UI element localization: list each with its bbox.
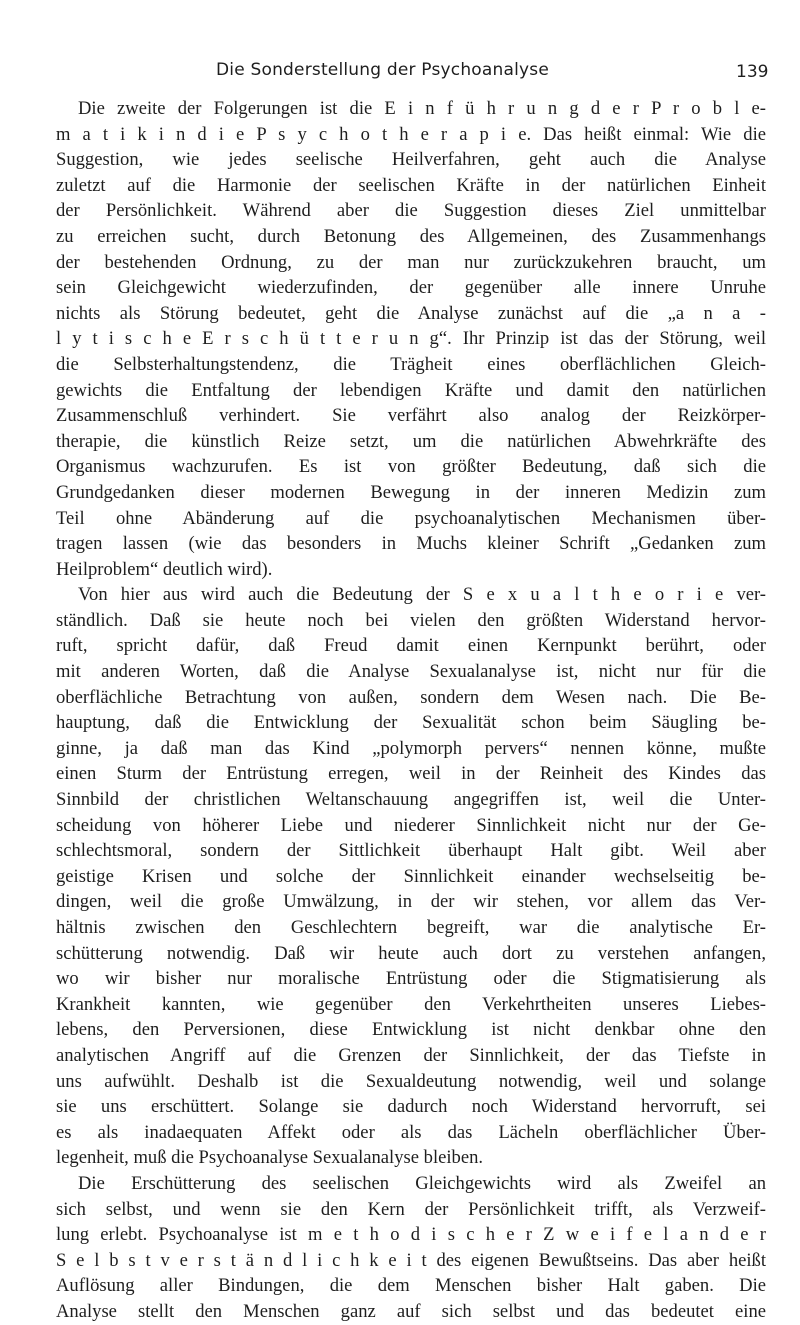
text-line: sich selbst, und wenn sie den Kern der Persönlichkeit trifft, als Verzweif- (56, 1198, 766, 1220)
text-line: ruft, spricht dafür, daß Freud damit einen Kernpunkt berührt, oder (56, 635, 766, 657)
text-line: Die zweite der Folgerungen ist die E i n f ü h r u n g d e r P r o b l e- (78, 98, 766, 119)
text-line: l y t i s c h e E r s c h ü t t e r u n g“. Ihr Prinzip ist das der Störung, weil (56, 328, 766, 350)
text-line: scheidung von höherer Liebe und niederer Sinnlichkeit nicht nur der Ge- (56, 814, 766, 836)
text-line: Auflösung aller Bindungen, die dem Menschen bisher Halt gaben. Die (56, 1275, 766, 1297)
text-line: tragen lassen (wie das besonders in Muchs kleiner Schrift „Gedanken zum (56, 533, 766, 555)
text-line: ginne, ja daß man das Kind „polymorph pervers“ nennen könne, mußte (56, 737, 766, 759)
text-line: der bestehenden Ordnung, zu der man nur zurückzukehren braucht, um (56, 251, 766, 273)
text-line: sie uns erschüttert. Solange sie dadurch noch Widerstand hervorruft, sei (56, 1096, 766, 1118)
text-line: dingen, weil die große Umwälzung, in der wir stehen, vor allem das Ver- (56, 891, 766, 913)
text-line: Sinnbild der christlichen Weltanschauung angegriffen ist, weil die Unter- (56, 789, 766, 811)
text-line: Krankheit kannten, wie gegenüber den Verkehrtheiten unseres Liebes- (56, 993, 766, 1015)
text-line: ständlich. Daß sie heute noch bei vielen den größten Widerstand hervor- (56, 609, 766, 631)
text-line: der Persönlichkeit. Während aber die Suggestion dieses Ziel unmittelbar (56, 200, 766, 222)
text-line: gewichts die Entfaltung der lebendigen Kräfte und damit den natürlichen (56, 379, 766, 401)
running-header-title: Die Sonderstellung der Psychoanalyse (216, 60, 549, 80)
text-line: geistige Krisen und solche der Sinnlichkeit einander wechselseitig be- (56, 865, 766, 887)
text-line: nichts als Störung bedeutet, geht die Analyse zunächst auf die „a n a - (56, 302, 766, 324)
text-line: oberflächliche Betrachtung von außen, sondern dem Wesen nach. Die Be- (56, 686, 766, 708)
text-line: Suggestion, wie jedes seelische Heilverfahren, geht auch die Analyse (56, 149, 766, 171)
text-line: mit anderen Worten, daß die Analyse Sexualanalyse ist, nicht nur für die (56, 661, 766, 683)
text-line: wo wir bisher nur moralische Entrüstung oder die Stigmatisierung als (56, 968, 766, 990)
text-line: Die Erschütterung des seelischen Gleichgewichts wird als Zweifel an (78, 1172, 766, 1194)
text-line: hältnis zwischen den Geschlechtern begreift, war die analytische Er- (56, 917, 766, 938)
running-header (0, 60, 800, 86)
text-line: schütterung notwendig. Daß wir heute auch dort zu verstehen anfangen, (56, 942, 766, 964)
text-line: Grundgedanken dieser modernen Bewegung in der inneren Medizin zum (56, 481, 766, 503)
paragraph (56, 96, 766, 582)
text-line: m a t i k i n d i e P s y c h o t h e r a p i e. Das heißt einmal: Wie die (56, 123, 766, 145)
text-line: legenheit, muß die Psychoanalyse Sexualanalyse bleiben. (56, 1147, 484, 1169)
paragraph (56, 582, 766, 1171)
text-line: Heilproblem“ deutlich wird). (56, 558, 273, 580)
text-line: zuletzt auf die Harmonie der seelischen Kräfte in der natürlichen Einheit (56, 174, 766, 196)
text-line: S e l b s t v e r s t ä n d l i c h k e i t des eigenen Bewußtseins. Das aber heißt (56, 1249, 766, 1271)
text-line: hauptung, daß die Entwicklung der Sexualität schon beim Säugling be- (56, 712, 766, 734)
text-line: analytischen Angriff auf die Grenzen der Sinnlichkeit, der das Tiefste in (56, 1044, 766, 1066)
text-line: lung erlebt. Psychoanalyse ist m e t h o d i s c h e r Z w e i f e l a n d e r (56, 1224, 766, 1246)
text-line: schlechtsmoral, sondern der Sittlichkeit überhaupt Halt gibt. Weil aber (56, 840, 766, 862)
text-line: uns aufwühlt. Deshalb ist die Sexualdeutung notwendig, weil und solange (56, 1070, 766, 1092)
paragraph (56, 1171, 766, 1325)
text-line: Teil ohne Abänderung auf die psychoanalytischen Mechanismen über- (56, 507, 766, 529)
text-line: lebens, den Perversionen, diese Entwicklung ist nicht denkbar ohne den (56, 1019, 766, 1041)
text-line: Analyse stellt den Menschen ganz auf sich selbst und das bedeutet eine (56, 1300, 766, 1322)
text-line: sein Gleichgewicht wiederzufinden, der gegenüber alle innere Unruhe (56, 277, 766, 299)
text-line: einen Sturm der Entrüstung erregen, weil in der Reinheit des Kindes das (56, 763, 766, 785)
text-line: die Selbsterhaltungstendenz, die Trägheit eines oberflächlichen Gleich- (56, 353, 766, 375)
text-line: es als inadaequaten Affekt oder als das Lächeln oberflächlicher Über- (56, 1121, 766, 1143)
text-line: Organismus wachzurufen. Es ist von größter Bedeutung, daß sich die (56, 456, 766, 478)
body-text (56, 96, 766, 1325)
text-line: therapie, die künstlich Reize setzt, um die natürlichen Abwehrkräfte des (56, 430, 766, 452)
text-line: Von hier aus wird auch die Bedeutung der S e x u a l t h e o r i e ver- (78, 584, 766, 606)
text-line: Zusammenschluß verhindert. Sie verfährt also analog der Reizkörper- (56, 405, 766, 427)
page-number: 139 (736, 62, 769, 82)
text-line: zu erreichen sucht, durch Betonung des Allgemeinen, des Zusammenhangs (56, 225, 766, 247)
